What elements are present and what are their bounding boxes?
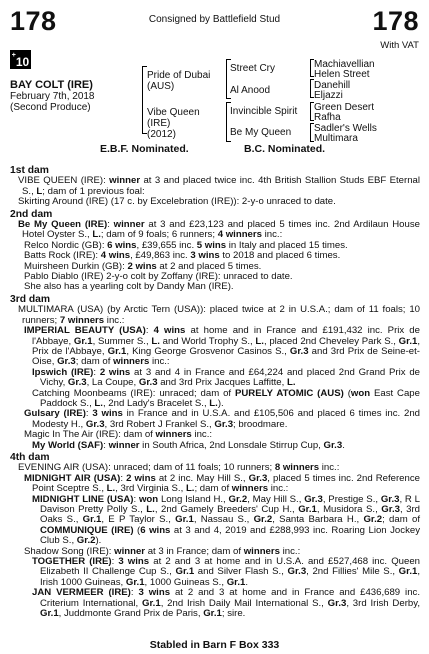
produce-note: (Second Produce) [10, 102, 91, 113]
pedigree-dam: Vibe Queen (IRE) (2012) [147, 107, 200, 140]
bc-nominated: B.C. Nominated. [244, 143, 326, 155]
pedigree-ggs7: Sadler's Wells [314, 123, 377, 134]
second-dam-heading: 2nd dam [10, 208, 53, 220]
pedigree-gs1: Street Cry [230, 63, 276, 74]
second-dam-text: Be My Queen (IRE): winner at 3 and £23,123 and placed 5 times inc. 2nd Ardilaun House Hotel Oyster S., L.; dam of 9 foals; 6 runners; 4 winners inc.: [18, 219, 420, 241]
foaling-date: February 7th, 2018 [10, 91, 95, 102]
produce-record: 1st dam VIBE QUEEN (IRE): winner at 3 and placed twice inc. 4th British Stallion Studs EBF Eternal S., L; dam of 1 previous foal: Skirting Around (IRE) (17 c. by Excelebration (IRE)): 2-y-o unraced to date. 2nd dam Be My Queen (IRE): winner at 3 and £23,123 and placed 5 times inc. 2nd Ardilaun House Hotel Oyster S., L.; dam of 9 foals; 6 runners; 4 winners inc.: Relco Nordic (GB): 6 wins, £39,655 inc. 5 wins in Italy and placed 15 times. Batts Rock (IRE): 4 wins, £49,863 inc. 3 wins to 2018 and placed 6 times. Muirsheen Durkin (GB): 2 wins at 2 and placed 5 times. Pablo Diablo (IRE) 2-y-o colt by Zoffany (IRE): unraced to date. She also has a yearling colt by Dandy Man (IRE). 3rd dam MULTIMARA (USA) (by Arctic Tern (USA)): placed twice at 2 in U.S.A.; dam of 11 foals; 10 runners; 7 winners inc.: IMPERIAL BEAUTY (USA): 4 wins at home and in France and £191,432 inc. Prix de l'Abbaye, Gr.1, Summer S., L. and World Trophy S., L., placed 2nd Cheveley Park S., Gr.1, Prix de l'Abbaye, Gr.1, King George Grosvenor Casinos S., Gr.3 and 3rd Prix de Seine-et-Oise, Gr.3; dam of winners inc.: Ipswich (IRE): 2 wins at 3 and 4 in France and £64,224 and placed 2nd Grand Prix de Vichy, Gr.3, La Coupe, Gr.3 and 3rd Prix Jacques Laffitte, L. Catching Moonbeams (IRE): unraced; dam of PURELY ATOMIC (AUS) (won East Cape Paddock S., L., 2nd Lady's Bracelet S., L.). Gulsary (IRE): 3 wins in France and in U.S.A. and £105,506 and placed 6 times inc. 2nd Modesty H., Gr.3, 3rd Robert J Frankel S., Gr.3; broodmare. Magic In The Air (IRE): dam of winners inc.: My World (SAF): winner in South Africa, 2nd Lonsdale Stirrup Cup, Gr.3. 4th dam EVENING AIR (USA): unraced; dam of 11 foals; 10 runners; 8 winners inc.: MIDNIGHT AIR (USA): 2 wins at 2 inc. May Hill S., Gr.3, placed 5 times inc. 2nd Reference Point Sceptre S., L., 3rd Virginia S., L.; dam of winners inc.: MIDNIGHT LINE (USA): won Long Island H., Gr.2, May Hill S., Gr.3, Prestige S., Gr.3, R L Davison Pretty Polly S., L., 2nd Gamely Breeders' Cup H., Gr.1, Musidora S., Gr.3, 3rd Oaks S., Gr.1, E P Taylor S., Gr.1, Nassau S., Gr.2, Santa Barbara H., Gr.2; dam of COMMUNIQUE (IRE) (6 wins at 3 and 4, 2019 and £288,993 inc. Roaring Lion Jockey Club S., Gr.2). Shadow Song (IRE): winner at 3 in France; dam of winners inc.: TOGETHER (IRE): 3 wins at 2 and 3 at home and in U.S.A. and £527,468 inc. Queen Elizabeth II Challenge Cup S., Gr.1 and Silver Flash S., Gr.3, 2nd Fillies' Mile S., Gr.1, Irish 1000 Guineas, Gr.1, 1000 Guineas S., Gr.1. JAN VERMEER (IRE): 3 wins at 2 and 3 at home and in France and £436,689 inc. Criterium International, Gr.1, 2nd Irish Daily Mail International S., Gr.3, 3rd Irish Derby, Gr.1, Juddmonte Grand Prix de Paris, Gr.1; sire. [10, 165, 421, 620]
pedigree-gs3: Invincible Spirit [230, 106, 298, 117]
first-dam-text: VIBE QUEEN (IRE): winner at 3 and placed twice inc. 4th British Stallion Studs EBF Eternal S., L; dam of 1 previous foal: [18, 175, 420, 197]
horse-details [10, 80, 95, 113]
stabled-location: Stabled in Barn F Box 333 [149, 639, 280, 651]
pedigree-ggs4: Eljazzi [314, 90, 343, 101]
lot-number: 178 [10, 6, 57, 36]
pedigree-ggs1: Machiavellian [314, 59, 375, 70]
pedigree-ggs3: Danehill [314, 80, 351, 91]
pedigree-gs2: Al Anood [230, 85, 271, 96]
first-dam-heading: 1st dam [10, 165, 49, 176]
fourth-dam-text: EVENING AIR (USA): unraced; dam of 11 foals; 10 runners; 8 winners inc.: [18, 462, 340, 474]
horse-name: BAY COLT (IRE) [10, 79, 93, 91]
third-dam-heading: 3rd dam [10, 293, 51, 305]
lot-number-right: 178 [372, 6, 419, 36]
pedigree-ggs5: Green Desert [314, 102, 375, 113]
vat-note: With VAT [380, 40, 419, 51]
third-dam-text: MULTIMARA (USA) (by Arctic Tern (USA)): placed twice at 2 in U.S.A.; dam of 11 foals; 10 runners; 7 winners inc.: [18, 304, 420, 326]
logo-icon: +10 [11, 52, 30, 69]
consignor: Consigned by Battlefield Stud [148, 14, 281, 25]
pedigree-ggs2: Helen Street [314, 69, 370, 80]
pedigree-ggs8: Multimara [314, 133, 358, 144]
ebf-nominated: E.B.F. Nominated. [100, 143, 189, 155]
fourth-dam-heading: 4th dam [10, 451, 50, 463]
pedigree-ggs6: Rafha [314, 112, 341, 123]
pedigree-gs4: Be My Queen [230, 127, 292, 138]
pedigree-sire: Pride of Dubai (AUS) [147, 70, 211, 92]
